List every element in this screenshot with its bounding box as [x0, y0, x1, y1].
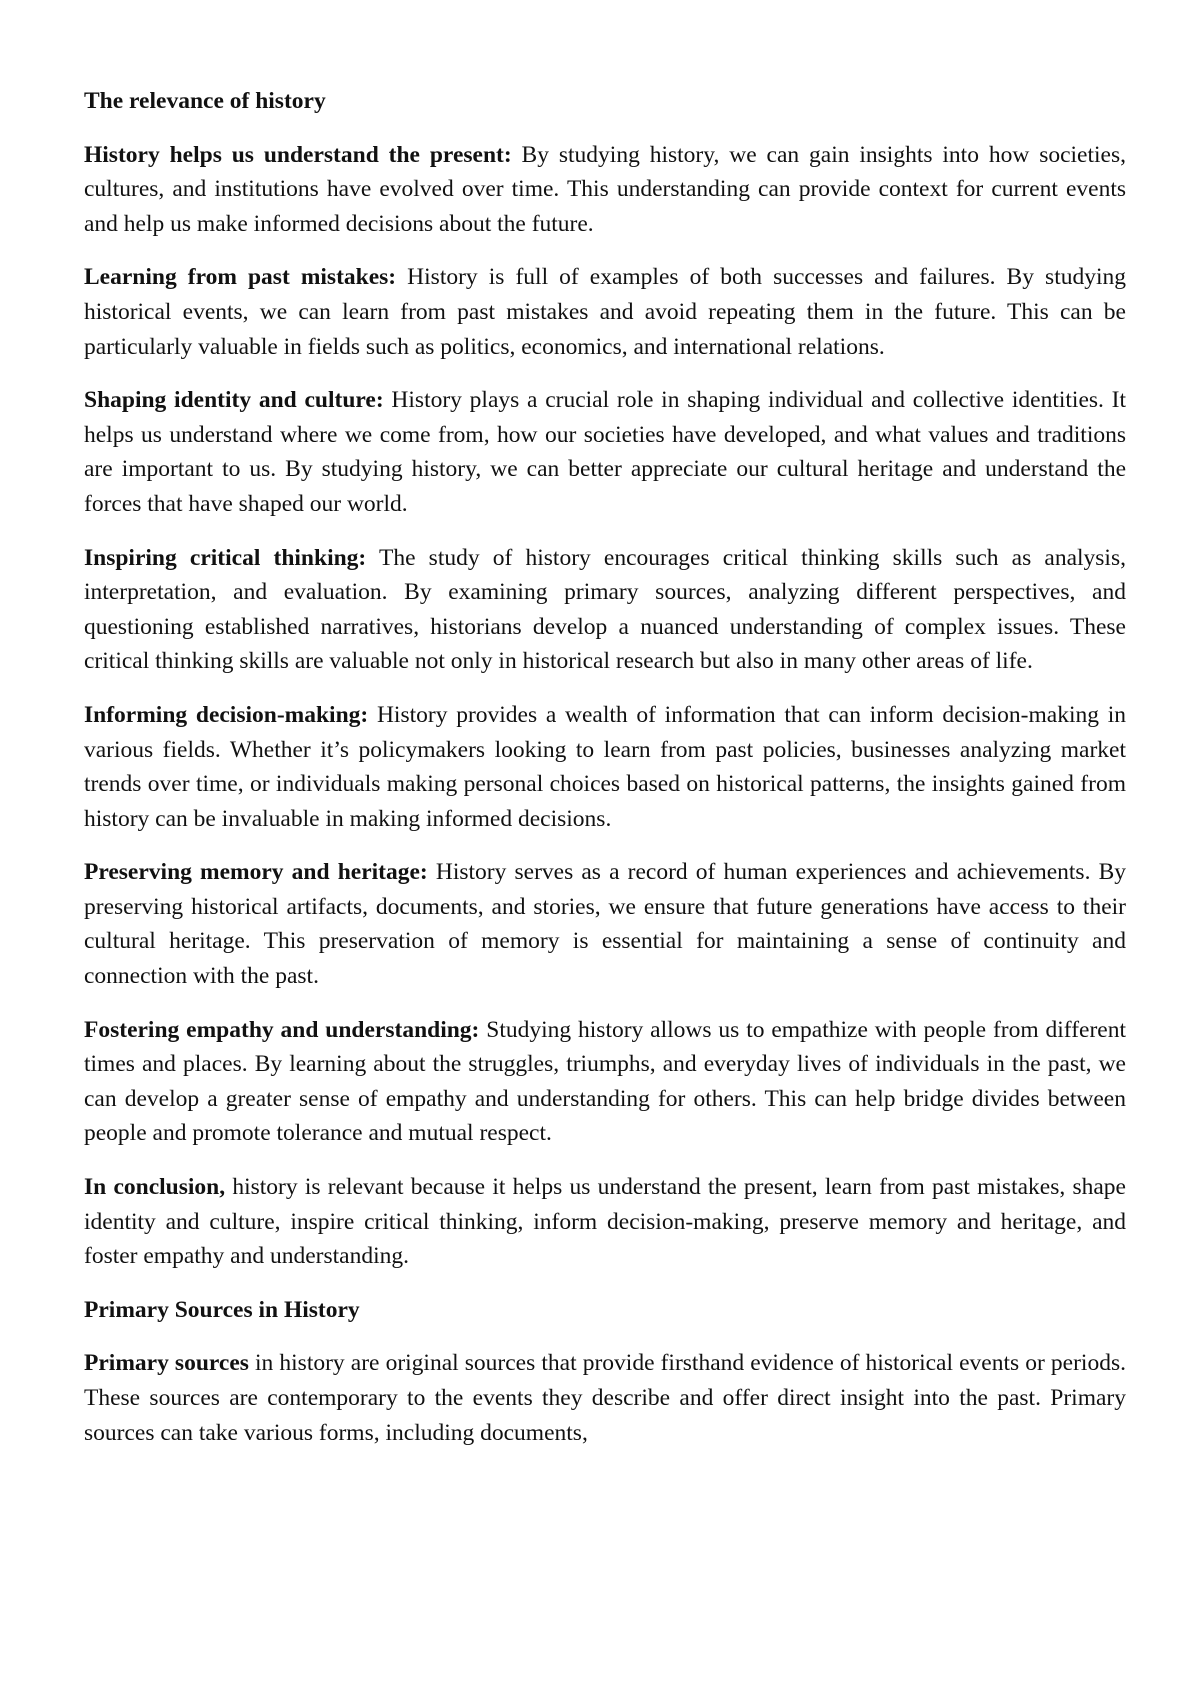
- paragraph-text: in history are original sources that provide firsthand evidence of historical events or periods. These sources are contemporary to the events they describe and offer direct insight into the past. Primary sources can take various forms, including documents,: [84, 1350, 1126, 1446]
- document-page: [84, 84, 1126, 1469]
- paragraph-lead: History helps us understand the present:: [84, 141, 512, 168]
- paragraph-memory: [84, 855, 1126, 993]
- paragraph-text: History provides a wealth of information that can inform decision-making in various fields. Whether it’s policymakers looking to learn from past policies, businesses analyzing market trends over time, or individuals making personal choices based on historical patterns, the insights gained from history can be invaluable in making informed decisions.: [84, 701, 1126, 832]
- paragraph-lead: Primary sources: [84, 1350, 249, 1377]
- paragraph-lead: Inspiring critical thinking:: [84, 544, 367, 571]
- paragraph-present: [84, 138, 1126, 242]
- paragraph-lead: Fostering empathy and understanding:: [84, 1016, 480, 1043]
- paragraph-text: By studying history, we can gain insights into how societies, cultures, and institutions have evolved over time. This understanding can provide context for current events and help us make informed decisions about the future.: [84, 141, 1126, 237]
- paragraph-identity: [84, 383, 1126, 521]
- paragraph-text: History is full of examples of both successes and failures. By studying historical events, we can learn from past mistakes and avoid repeating them in the future. This can be particularly valuable in fields such as politics, economics, and international relations.: [84, 264, 1126, 360]
- section-heading: The relevance of history: [84, 88, 326, 114]
- paragraph-text: The study of history encourages critical thinking skills such as analysis, interpretation, and evaluation. By examining primary sources, analyzing different perspectives, and questioning established narratives, historians develop a nuanced understanding of complex issues. These critical thinking skills are valuable not only in historical research but also in many other areas of life.: [84, 544, 1126, 675]
- paragraph-lead: Learning from past mistakes:: [84, 264, 397, 291]
- paragraph-lead: Preserving memory and heritage:: [84, 859, 428, 886]
- paragraph-primary-sources: [84, 1346, 1126, 1450]
- paragraph-conclusion: [84, 1170, 1126, 1274]
- section-heading-primary-sources: Primary Sources in History: [84, 1296, 360, 1323]
- paragraph-text: History plays a crucial role in shaping individual and collective identities. It helps us understand where we come from, how our societies have developed, and what values and traditions are important to us. By studying history, we can better appreciate our cultural heritage and understand the forces that have shaped our world.: [84, 387, 1126, 517]
- paragraph-empathy: [84, 1013, 1126, 1151]
- paragraph-lead: Informing decision-making:: [84, 701, 369, 728]
- paragraph-text: History serves as a record of human experiences and achievements. By preserving historical artifacts, documents, and stories, we ensure that future generations have access to their cultural heritage. This preservation of memory is essential for maintaining a sense of continuity and connection with the past.: [84, 859, 1127, 990]
- paragraph-critical-thinking: [84, 541, 1126, 679]
- paragraph-text: Studying history allows us to empathize with people from different times and places. By learning about the struggles, triumphs, and everyday lives of individuals in the past, we can develop a greater sense of empathy and understanding for others. This can help bridge divides between people and promote tolerance and mutual respect.: [84, 1016, 1126, 1147]
- paragraph-mistakes: [84, 260, 1126, 364]
- paragraph-text: history is relevant because it helps us understand the present, learn from past mistakes, shape identity and culture, inspire critical thinking, inform decision-making, preserve memory and heritage, and foster empathy and understanding.: [84, 1174, 1126, 1270]
- paragraph-lead: Shaping identity and culture:: [84, 387, 384, 414]
- paragraph-lead: In conclusion,: [84, 1174, 226, 1201]
- paragraph-decision-making: [84, 698, 1126, 836]
